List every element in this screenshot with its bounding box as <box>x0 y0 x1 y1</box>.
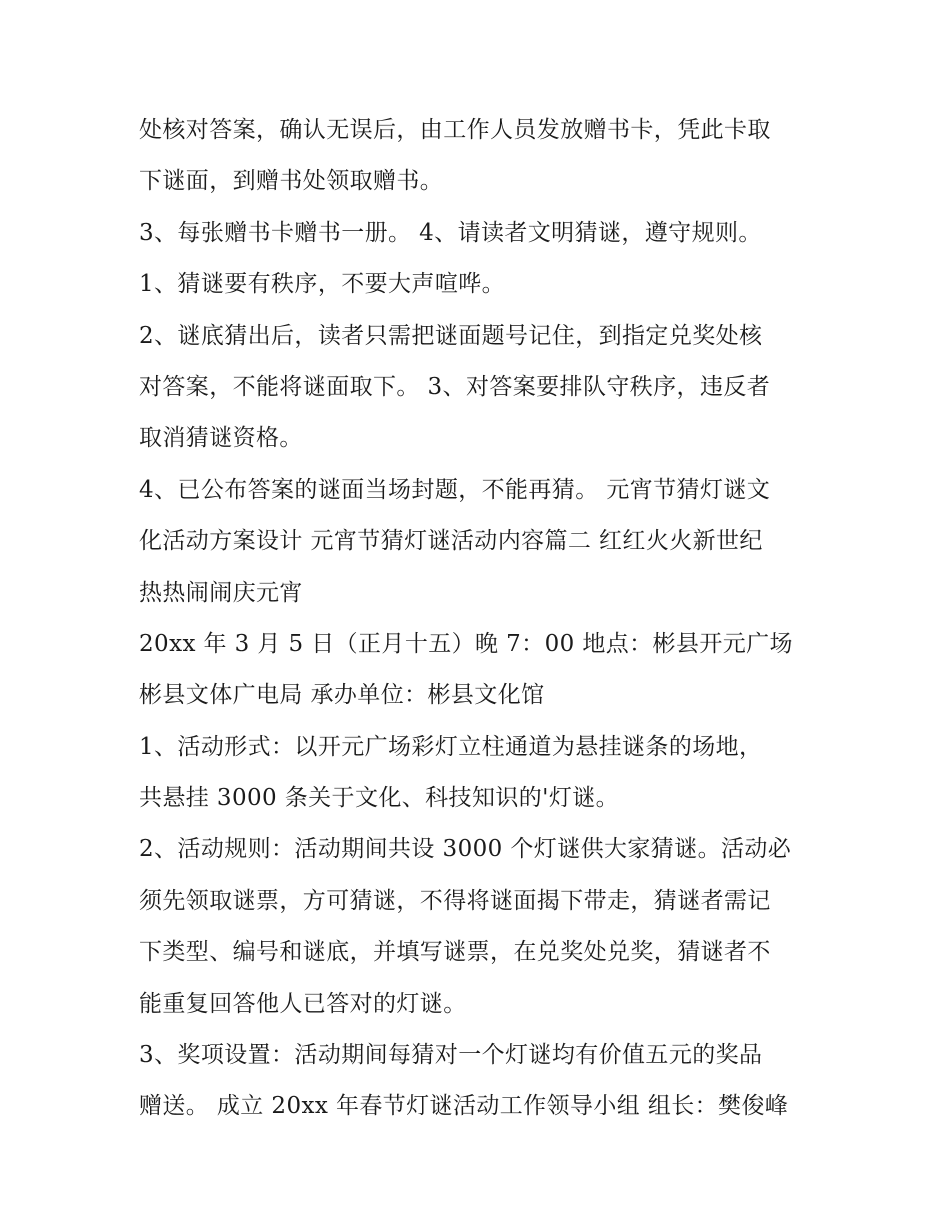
text-line: 须先领取谜票，方可猜谜，不得将谜面揭下带走，猜谜者需记 <box>139 887 771 914</box>
text-line: 20xx 年 3 月 5 日（正月十五）晚 7：00 地点：彬县开元广场 <box>139 630 793 657</box>
text-line: 1、猜谜要有秩序，不要大声喧哗。 <box>139 271 506 298</box>
text-line: 2、活动规则：活动期间共设 3000 个灯谜供大家猜谜。活动必 <box>139 836 792 863</box>
text-line: 1、活动形式：以开元广场彩灯立柱通道为悬挂谜条的场地， <box>139 733 763 760</box>
text-line: 3、每张赠书卡赠书一册。 4、请读者文明猜谜，遵守规则。 <box>139 219 762 246</box>
text-line: 4、已公布答案的谜面当场封题，不能再猜。 元宵节猜灯谜文 <box>139 476 771 503</box>
text-line: 2、谜底猜出后，读者只需把谜面题号记住，到指定兑奖处核 <box>139 322 763 349</box>
text-line: 下谜面，到赠书处领取赠书。 <box>139 168 444 195</box>
text-line: 处核对答案，确认无误后，由工作人员发放赠书卡，凭此卡取 <box>139 117 771 143</box>
text-line: 取消猜谜资格。 <box>139 425 303 452</box>
document-body <box>139 105 819 1133</box>
text-line: 对答案，不能将谜面取下。 3、对答案要排队守秩序，违反者 <box>139 373 771 400</box>
text-line: 共悬挂 3000 条关于文化、科技知识的'灯谜。 <box>139 785 620 812</box>
text-line: 彬县文体广电局 承办单位：彬县文化馆 <box>139 682 545 709</box>
text-line: 3、奖项设置：活动期间每猜对一个灯谜均有价值五元的奖品 <box>139 1042 763 1069</box>
text-line: 能重复回答他人已答对的灯谜。 <box>139 990 467 1017</box>
text-line: 热热闹闹庆元宵 <box>139 579 303 606</box>
text-line: 下类型、编号和谜底，并填写谜票，在兑奖处兑奖，猜谜者不 <box>139 939 771 966</box>
text-line: 赠送。 成立 20xx 年春节灯谜活动工作领导小组 组长：樊俊峰 <box>139 1093 789 1120</box>
text-line: 化活动方案设计 元宵节猜灯谜活动内容篇二 红红火火新世纪 <box>139 528 763 555</box>
